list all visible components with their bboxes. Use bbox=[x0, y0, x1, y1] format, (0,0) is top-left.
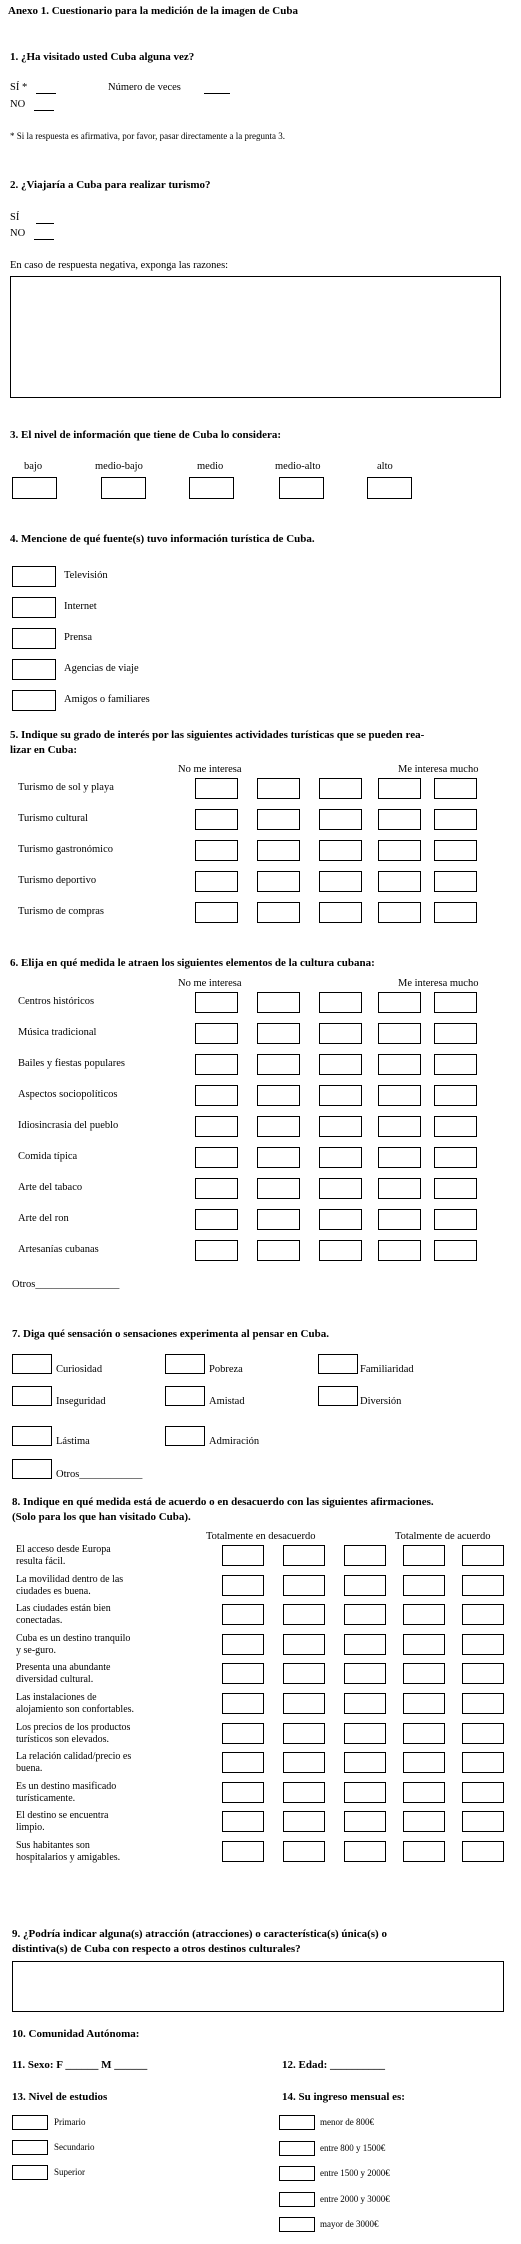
q8-rating-box-1[interactable] bbox=[222, 1782, 264, 1803]
q5-item-label: Turismo gastronómico bbox=[18, 844, 113, 855]
q8-rating-box-3[interactable] bbox=[344, 1575, 386, 1596]
q7-other-label[interactable]: Otros____________ bbox=[56, 1469, 143, 1480]
q4-source-label-internet: Internet bbox=[64, 601, 97, 612]
q7-option-label-pobreza: Pobreza bbox=[209, 1364, 243, 1375]
q6-rating-box-2[interactable] bbox=[257, 1085, 300, 1106]
q2-reasons-textarea[interactable] bbox=[10, 276, 501, 398]
q8-rating-box-4[interactable] bbox=[403, 1604, 445, 1625]
q8-rating-box-5[interactable] bbox=[462, 1604, 504, 1625]
q8-rating-box-4[interactable] bbox=[403, 1841, 445, 1862]
q8-rating-box-4[interactable] bbox=[403, 1575, 445, 1596]
q5-rating-box-3[interactable] bbox=[319, 840, 362, 861]
q6-rating-box-3[interactable] bbox=[319, 992, 362, 1013]
q6-rating-box-3[interactable] bbox=[319, 1240, 362, 1261]
q6-rating-box-5[interactable] bbox=[434, 1240, 477, 1261]
q6-scale-high: Me interesa mucho bbox=[398, 978, 479, 989]
q6-item-label: Comida típica bbox=[18, 1151, 78, 1162]
q8-item-label: Presenta una abundante diversidad cultural. bbox=[16, 1662, 111, 1686]
q8-rating-box-1[interactable] bbox=[222, 1634, 264, 1655]
q8-item-label: Sus habitantes son hospitalarios y amigables. bbox=[16, 1840, 121, 1863]
q6-rating-box-4[interactable] bbox=[378, 1023, 421, 1044]
q4-question: 4. Mencione de qué fuente(s) tuvo información turística de Cuba. bbox=[10, 533, 315, 545]
q2-si-label: SÍ bbox=[10, 212, 20, 223]
q8-rating-box-4[interactable] bbox=[403, 1723, 445, 1744]
q1-si-label: SÍ * bbox=[10, 82, 28, 93]
q8-item-label: Las ciudades están bien conectadas. bbox=[16, 1603, 111, 1627]
q5-rating-box-1[interactable] bbox=[195, 902, 238, 923]
q6-rating-box-2[interactable] bbox=[257, 1116, 300, 1137]
q8-rating-box-3[interactable] bbox=[344, 1693, 386, 1714]
q6-rating-box-2[interactable] bbox=[257, 1209, 300, 1230]
q8-rating-box-5[interactable] bbox=[462, 1841, 504, 1862]
q6-rating-box-1[interactable] bbox=[195, 1023, 238, 1044]
q8-rating-box-2[interactable] bbox=[283, 1663, 325, 1684]
q6-item-label: Idiosincrasia del pueblo bbox=[18, 1120, 119, 1131]
q8-rating-box-4[interactable] bbox=[403, 1811, 445, 1832]
q6-scale-low: No me interesa bbox=[178, 978, 242, 989]
q8-rating-box-1[interactable] bbox=[222, 1723, 264, 1744]
q6-item-label: Artesanías cubanas bbox=[18, 1244, 99, 1255]
q6-rating-box-1[interactable] bbox=[195, 1178, 238, 1199]
q6-item-label: Centros históricos bbox=[18, 996, 95, 1007]
q8-scale-high: Totalmente de acuerdo bbox=[395, 1531, 491, 1542]
q3-level-box-medio-alto[interactable] bbox=[279, 477, 324, 499]
q5-rating-box-4[interactable] bbox=[378, 871, 421, 892]
q7-option-label-inseguridad: Inseguridad bbox=[56, 1396, 106, 1407]
q8-rating-box-4[interactable] bbox=[403, 1634, 445, 1655]
q8-rating-box-2[interactable] bbox=[283, 1752, 325, 1773]
q4-source-checkbox-prensa[interactable] bbox=[12, 628, 56, 649]
q8-scale-low: Totalmente en desacuerdo bbox=[206, 1531, 316, 1542]
q6-item-label: Arte del ron bbox=[18, 1213, 69, 1224]
q6-rating-box-4[interactable] bbox=[378, 1240, 421, 1261]
q13-option-checkbox-superior[interactable] bbox=[12, 2165, 48, 2180]
q8-rating-box-1[interactable] bbox=[222, 1841, 264, 1862]
q1-times-label: Número de veces bbox=[108, 82, 181, 93]
q6-rating-box-1[interactable] bbox=[195, 1147, 238, 1168]
q5-rating-box-1[interactable] bbox=[195, 809, 238, 830]
q6-rating-box-1[interactable] bbox=[195, 992, 238, 1013]
q7-option-checkbox-pobreza[interactable] bbox=[165, 1354, 205, 1374]
q8-rating-box-3[interactable] bbox=[344, 1752, 386, 1773]
q4-source-label-amigos-o-familiares: Amigos o familiares bbox=[64, 694, 150, 705]
q6-rating-box-1[interactable] bbox=[195, 1240, 238, 1261]
q8-rating-box-2[interactable] bbox=[283, 1782, 325, 1803]
q13-option-label-primario: Primario bbox=[54, 2117, 86, 2127]
q8-rating-box-3[interactable] bbox=[344, 1663, 386, 1684]
q8-question-line1: 8. Indique en qué medida está de acuerdo o en desacuerdo con las siguientes afirmaciones. bbox=[12, 1496, 434, 1508]
q3-level-label-medio-alto: medio-alto bbox=[275, 461, 321, 472]
q4-source-label-television: Televisión bbox=[64, 570, 108, 581]
q8-rating-box-3[interactable] bbox=[344, 1811, 386, 1832]
q8-rating-box-1[interactable] bbox=[222, 1604, 264, 1625]
q6-rating-box-3[interactable] bbox=[319, 1054, 362, 1075]
q3-level-box-medio[interactable] bbox=[189, 477, 234, 499]
q2-reasons-label: En caso de respuesta negativa, exponga las razones: bbox=[10, 260, 229, 271]
q13-option-checkbox-primario[interactable] bbox=[12, 2115, 48, 2130]
q10-question: 10. Comunidad Autónoma: bbox=[12, 2028, 140, 2040]
q5-rating-box-1[interactable] bbox=[195, 778, 238, 799]
q5-rating-box-5[interactable] bbox=[434, 902, 477, 923]
q14-question: 14. Su ingreso mensual es: bbox=[282, 2091, 405, 2103]
q8-rating-box-5[interactable] bbox=[462, 1723, 504, 1744]
q8-rating-box-1[interactable] bbox=[222, 1575, 264, 1596]
q8-rating-box-4[interactable] bbox=[403, 1693, 445, 1714]
q5-item-label: Turismo cultural bbox=[18, 813, 88, 824]
q1-footnote: * Si la respuesta es afirmativa, por favor, pasar directamente a la pregunta 3. bbox=[10, 131, 286, 141]
q13-option-checkbox-secundario[interactable] bbox=[12, 2140, 48, 2155]
q5-item-label: Turismo deportivo bbox=[18, 875, 97, 886]
page-title: Anexo 1. Cuestionario para la medición de la imagen de Cuba bbox=[8, 5, 298, 17]
q6-rating-box-3[interactable] bbox=[319, 1178, 362, 1199]
q1-si-blank[interactable] bbox=[36, 93, 56, 94]
q8-rating-box-5[interactable] bbox=[462, 1575, 504, 1596]
q8-item-label: Es un destino masificado turísticamente. bbox=[16, 1780, 117, 1804]
q6-other[interactable]: Otros________________ bbox=[12, 1279, 120, 1290]
q8-rating-box-2[interactable] bbox=[283, 1811, 325, 1832]
q6-rating-box-4[interactable] bbox=[378, 1085, 421, 1106]
q7-option-label-lastima: Lástima bbox=[56, 1436, 90, 1447]
q5-rating-box-2[interactable] bbox=[257, 840, 300, 861]
q3-level-label-bajo: bajo bbox=[24, 461, 43, 472]
q6-rating-box-4[interactable] bbox=[378, 1178, 421, 1199]
q5-rating-box-2[interactable] bbox=[257, 871, 300, 892]
q8-item-label: El destino se encuentra limpio. bbox=[16, 1810, 109, 1834]
q4-source-label-prensa: Prensa bbox=[64, 632, 92, 643]
q7-option-checkbox-familiaridad[interactable] bbox=[318, 1354, 358, 1374]
q4-source-checkbox-television[interactable] bbox=[12, 566, 56, 587]
q14-option-checkbox-entre-2000-y-3000[interactable] bbox=[279, 2192, 315, 2207]
q8-rating-box-5[interactable] bbox=[462, 1752, 504, 1773]
q8-rating-box-2[interactable] bbox=[283, 1693, 325, 1714]
q6-rating-box-3[interactable] bbox=[319, 1116, 362, 1137]
q2-no-label: NO bbox=[10, 228, 26, 239]
q8-item-label: El acceso desde Europa resulta fácil. bbox=[16, 1544, 111, 1567]
q5-rating-box-3[interactable] bbox=[319, 778, 362, 799]
q8-rating-box-5[interactable] bbox=[462, 1634, 504, 1655]
q8-rating-box-2[interactable] bbox=[283, 1723, 325, 1744]
q6-rating-box-3[interactable] bbox=[319, 1023, 362, 1044]
q7-option-checkbox-diversion[interactable] bbox=[318, 1386, 358, 1406]
q6-item-label: Aspectos sociopolíticos bbox=[18, 1089, 118, 1100]
q7-option-checkbox-amistad[interactable] bbox=[165, 1386, 205, 1406]
q6-rating-box-5[interactable] bbox=[434, 992, 477, 1013]
q8-rating-box-3[interactable] bbox=[344, 1841, 386, 1862]
q8-rating-box-3[interactable] bbox=[344, 1782, 386, 1803]
q5-rating-box-2[interactable] bbox=[257, 809, 300, 830]
q8-rating-box-4[interactable] bbox=[403, 1752, 445, 1773]
q11-sex[interactable]: 11. Sexo: F ______ M ______ bbox=[12, 2059, 148, 2071]
q5-rating-box-3[interactable] bbox=[319, 871, 362, 892]
q1-question: 1. ¿Ha visitado usted Cuba alguna vez? bbox=[10, 51, 195, 63]
q8-rating-box-1[interactable] bbox=[222, 1811, 264, 1832]
q7-option-label-amistad: Amistad bbox=[209, 1396, 245, 1407]
q14-option-checkbox-entre-800-y-1500[interactable] bbox=[279, 2141, 315, 2156]
q8-rating-box-2[interactable] bbox=[283, 1575, 325, 1596]
q6-rating-box-2[interactable] bbox=[257, 1178, 300, 1199]
q8-rating-box-1[interactable] bbox=[222, 1752, 264, 1773]
q14-option-checkbox-entre-1500-y-2000[interactable] bbox=[279, 2166, 315, 2181]
q3-level-box-medio-bajo[interactable] bbox=[101, 477, 146, 499]
q14-option-label-entre-2000-y-3000: entre 2000 y 3000€ bbox=[320, 2193, 390, 2204]
q5-rating-box-4[interactable] bbox=[378, 809, 421, 830]
q2-question: 2. ¿Viajaría a Cuba para realizar turismo? bbox=[10, 179, 211, 191]
q6-question: 6. Elija en qué medida le atraen los siguientes elementos de la cultura cubana: bbox=[10, 957, 375, 969]
q6-rating-box-5[interactable] bbox=[434, 1209, 477, 1230]
q7-option-checkbox-curiosidad[interactable] bbox=[12, 1354, 52, 1374]
q12-age[interactable]: 12. Edad: __________ bbox=[282, 2059, 385, 2071]
q8-rating-box-2[interactable] bbox=[283, 1634, 325, 1655]
q9-answer-box[interactable] bbox=[12, 1961, 504, 2012]
q6-rating-box-3[interactable] bbox=[319, 1085, 362, 1106]
q6-rating-box-4[interactable] bbox=[378, 1147, 421, 1168]
q6-rating-box-5[interactable] bbox=[434, 1116, 477, 1137]
q3-level-label-medio-bajo: medio-bajo bbox=[95, 461, 143, 472]
q8-rating-box-3[interactable] bbox=[344, 1634, 386, 1655]
q6-rating-box-5[interactable] bbox=[434, 1023, 477, 1044]
q6-rating-box-5[interactable] bbox=[434, 1085, 477, 1106]
q8-rating-box-5[interactable] bbox=[462, 1693, 504, 1714]
q5-question-line2: lizar en Cuba: bbox=[10, 744, 78, 756]
q7-question: 7. Diga qué sensación o sensaciones experimenta al pensar en Cuba. bbox=[12, 1328, 329, 1340]
q13-option-label-superior: Superior bbox=[54, 2167, 85, 2177]
q3-level-box-bajo[interactable] bbox=[12, 477, 57, 499]
q5-rating-box-5[interactable] bbox=[434, 778, 477, 799]
q7-option-label-curiosidad: Curiosidad bbox=[56, 1364, 103, 1375]
q6-rating-box-4[interactable] bbox=[378, 992, 421, 1013]
q6-rating-box-4[interactable] bbox=[378, 1054, 421, 1075]
q14-option-label-menor-de-800: menor de 800€ bbox=[320, 2117, 374, 2127]
q8-item-label: Cuba es un destino tranquilo y se-guro. bbox=[16, 1632, 131, 1656]
q6-rating-box-1[interactable] bbox=[195, 1085, 238, 1106]
q8-item-label: Los precios de los productos turísticos son elevados. bbox=[16, 1721, 131, 1745]
q1-no-blank[interactable] bbox=[34, 110, 54, 111]
q8-item-label: La movilidad dentro de las ciudades es buena. bbox=[16, 1573, 124, 1597]
q6-rating-box-5[interactable] bbox=[434, 1178, 477, 1199]
q5-item-label: Turismo de compras bbox=[18, 906, 104, 917]
q7-option-checkbox-lastima[interactable] bbox=[12, 1426, 52, 1446]
q8-question-line2: (Solo para los que han visitado Cuba). bbox=[12, 1511, 191, 1523]
q3-level-box-alto[interactable] bbox=[367, 477, 412, 499]
q7-option-checkbox-admiracion[interactable] bbox=[165, 1426, 205, 1446]
q6-rating-box-1[interactable] bbox=[195, 1054, 238, 1075]
q6-rating-box-3[interactable] bbox=[319, 1209, 362, 1230]
q5-rating-box-2[interactable] bbox=[257, 778, 300, 799]
q5-question-line1: 5. Indique su grado de interés por las siguientes actividades turísticas que se pueden rea- bbox=[10, 729, 425, 741]
q7-option-label-familiaridad: Familiaridad bbox=[360, 1364, 414, 1375]
q6-rating-box-5[interactable] bbox=[434, 1147, 477, 1168]
q14-option-checkbox-menor-de-800[interactable] bbox=[279, 2115, 315, 2130]
q9-question-line2: distintiva(s) de Cuba con respecto a otros destinos culturales? bbox=[12, 1943, 301, 1955]
q2-si-blank[interactable] bbox=[36, 223, 54, 224]
q5-item-label: Turismo de sol y playa bbox=[18, 782, 114, 793]
q5-rating-box-5[interactable] bbox=[434, 840, 477, 861]
q6-item-label: Bailes y fiestas populares bbox=[18, 1058, 126, 1069]
q1-no-label: NO bbox=[10, 99, 26, 110]
q5-rating-box-2[interactable] bbox=[257, 902, 300, 923]
q8-rating-box-4[interactable] bbox=[403, 1545, 445, 1566]
q6-rating-box-2[interactable] bbox=[257, 1240, 300, 1261]
q6-item-label: Música tradicional bbox=[18, 1027, 97, 1038]
q8-rating-box-1[interactable] bbox=[222, 1545, 264, 1566]
q5-scale-high: Me interesa mucho bbox=[398, 764, 479, 775]
q4-source-label-agencias-de-viaje: Agencias de viaje bbox=[64, 663, 139, 674]
q13-option-label-secundario: Secundario bbox=[54, 2142, 95, 2152]
q5-rating-box-3[interactable] bbox=[319, 809, 362, 830]
q14-option-label-entre-1500-y-2000: entre 1500 y 2000€ bbox=[320, 2168, 390, 2178]
q3-level-label-alto: alto bbox=[377, 461, 393, 472]
q7-option-label-admiracion: Admiración bbox=[209, 1436, 260, 1447]
q8-rating-box-3[interactable] bbox=[344, 1723, 386, 1744]
q5-rating-box-4[interactable] bbox=[378, 840, 421, 861]
q8-rating-box-5[interactable] bbox=[462, 1663, 504, 1684]
q8-rating-box-4[interactable] bbox=[403, 1663, 445, 1684]
q6-rating-box-5[interactable] bbox=[434, 1054, 477, 1075]
q8-rating-box-2[interactable] bbox=[283, 1841, 325, 1862]
q7-option-checkbox-inseguridad[interactable] bbox=[12, 1386, 52, 1406]
q5-rating-box-1[interactable] bbox=[195, 871, 238, 892]
q6-rating-box-1[interactable] bbox=[195, 1116, 238, 1137]
q14-option-label-entre-800-y-1500: entre 800 y 1500€ bbox=[320, 2142, 386, 2153]
q6-rating-box-1[interactable] bbox=[195, 1209, 238, 1230]
q6-rating-box-2[interactable] bbox=[257, 1023, 300, 1044]
q14-option-checkbox-mayor-de-3000[interactable] bbox=[279, 2217, 315, 2232]
q4-source-checkbox-agencias-de-viaje[interactable] bbox=[12, 659, 56, 680]
q8-rating-box-3[interactable] bbox=[344, 1604, 386, 1625]
q8-rating-box-3[interactable] bbox=[344, 1545, 386, 1566]
q4-source-checkbox-internet[interactable] bbox=[12, 597, 56, 618]
q5-rating-box-1[interactable] bbox=[195, 840, 238, 861]
q8-item-label: La relación calidad/precio es buena. bbox=[16, 1751, 132, 1775]
q14-option-label-mayor-de-3000: mayor de 3000€ bbox=[320, 2219, 379, 2229]
q4-source-checkbox-amigos-o-familiares[interactable] bbox=[12, 690, 56, 711]
q6-rating-box-2[interactable] bbox=[257, 1054, 300, 1075]
q3-level-label-medio: medio bbox=[197, 461, 224, 472]
q6-rating-box-4[interactable] bbox=[378, 1116, 421, 1137]
q6-rating-box-2[interactable] bbox=[257, 1147, 300, 1168]
q8-rating-box-5[interactable] bbox=[462, 1545, 504, 1566]
q8-item-label: Las instalaciones de alojamiento son confortables. bbox=[16, 1692, 135, 1715]
q5-rating-box-4[interactable] bbox=[378, 778, 421, 799]
q5-rating-box-4[interactable] bbox=[378, 902, 421, 923]
q5-rating-box-5[interactable] bbox=[434, 871, 477, 892]
q6-item-label: Arte del tabaco bbox=[18, 1182, 83, 1193]
q1-times-blank[interactable] bbox=[204, 93, 230, 94]
q13-question: 13. Nivel de estudios bbox=[12, 2091, 108, 2103]
q6-rating-box-2[interactable] bbox=[257, 992, 300, 1013]
q8-rating-box-1[interactable] bbox=[222, 1663, 264, 1684]
q2-no-blank[interactable] bbox=[34, 239, 54, 240]
q8-rating-box-2[interactable] bbox=[283, 1545, 325, 1566]
q8-rating-box-5[interactable] bbox=[462, 1811, 504, 1832]
q8-rating-box-4[interactable] bbox=[403, 1782, 445, 1803]
q6-rating-box-4[interactable] bbox=[378, 1209, 421, 1230]
q7-other-checkbox[interactable] bbox=[12, 1459, 52, 1479]
q5-rating-box-5[interactable] bbox=[434, 809, 477, 830]
q8-rating-box-2[interactable] bbox=[283, 1604, 325, 1625]
q7-option-label-diversion: Diversión bbox=[360, 1396, 402, 1407]
q5-scale-low: No me interesa bbox=[178, 764, 242, 775]
q3-question: 3. El nivel de información que tiene de Cuba lo considera: bbox=[10, 429, 282, 441]
q6-rating-box-3[interactable] bbox=[319, 1147, 362, 1168]
q8-rating-box-1[interactable] bbox=[222, 1693, 264, 1714]
q9-question-line1: 9. ¿Podría indicar alguna(s) atracción (atracciones) o característica(s) única(s) o bbox=[12, 1928, 387, 1940]
q8-rating-box-5[interactable] bbox=[462, 1782, 504, 1803]
q5-rating-box-3[interactable] bbox=[319, 902, 362, 923]
